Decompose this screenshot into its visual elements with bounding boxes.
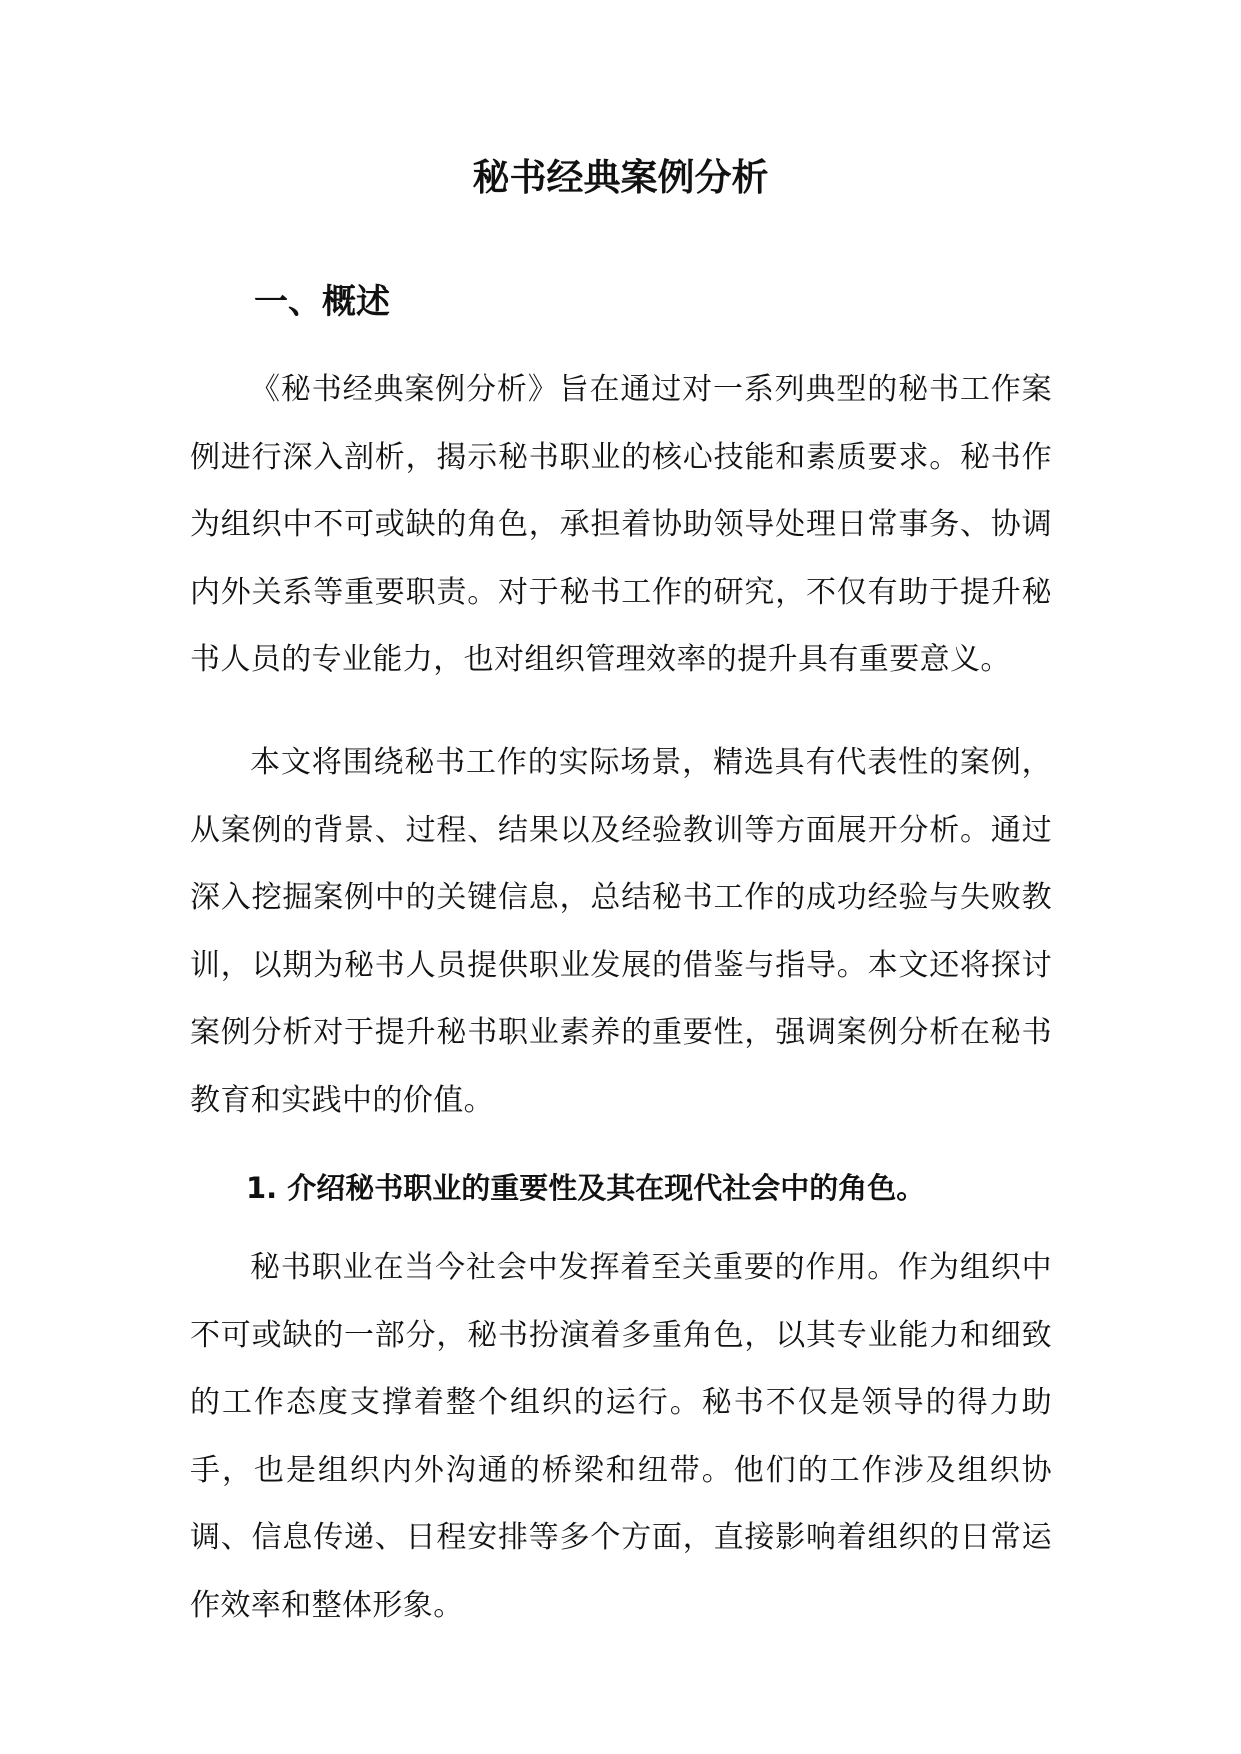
subsection-1-paragraph-1: 秘书职业在当今社会中发挥着至关重要的作用。作为组织中不可或缺的一部分，秘书扮演着多重角色，以其专业能力和细致的工作态度支撑着整个组织的运行。秘书不仅是领导的得力助手，也是组织内外沟通的桥梁和纽带。他们的工作涉及组织协调、信息传递、日程安排等多个方面，直接影响着组织的日常运作效率和整体形象。 <box>190 1250 1052 1623</box>
document-title: 秘书经典案例分析 <box>472 156 769 199</box>
subsection-heading-1: 1. 介绍秘书职业的重要性及其在现代社会中的角色。 <box>246 1171 926 1205</box>
overview-paragraph-1: 《秘书经典案例分析》旨在通过对一系列典型的秘书工作案例进行深入剖析，揭示秘书职业的核心技能和素质要求。秘书作为组织中不可或缺的角色，承担着协助领导处理日常事务、协调内外关系等重要职责。对于秘书工作的研究，不仅有助于提升秘书人员的专业能力，也对组织管理效率的提升具有重要意义。 <box>190 372 1052 678</box>
section-heading-overview: 一、概述 <box>254 282 390 322</box>
overview-paragraph-2: 本文将围绕秘书工作的实际场景，精选具有代表性的案例，从案例的背景、过程、结果以及经验教训等方面展开分析。通过深入挖掘案例中的关键信息，总结秘书工作的成功经验与失败教训，以期为秘书人员提供职业发展的借鉴与指导。本文还将探讨案例分析对于提升秘书职业素养的重要性，强调案例分析在秘书教育和实践中的价值。 <box>190 745 1052 1118</box>
